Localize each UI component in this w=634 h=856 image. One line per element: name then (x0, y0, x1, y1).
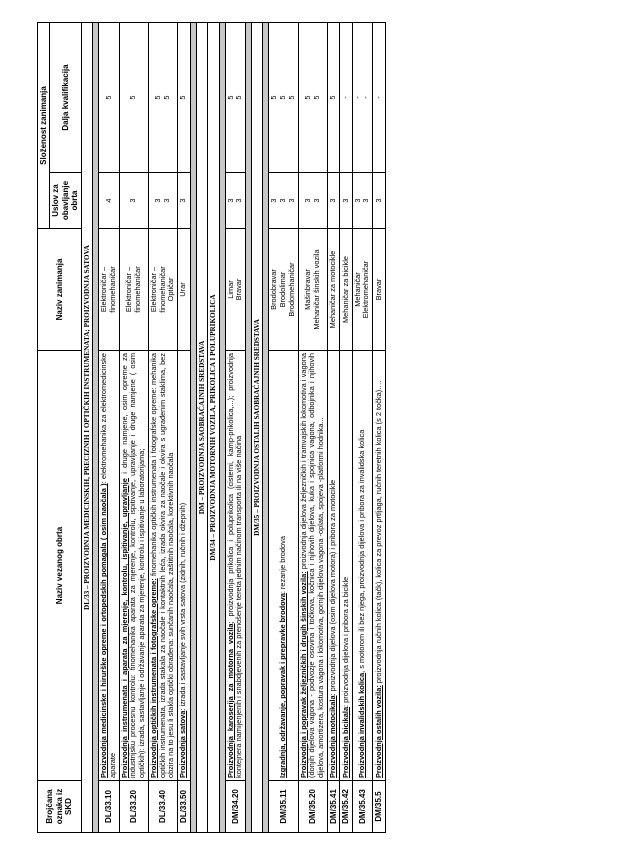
trade-description (178, 351, 190, 781)
occupation-name: Brodolimar (278, 271, 288, 308)
occupation-cell (298, 229, 327, 351)
trade-detail: proizvodnja ručnih kolica (tačk), kolica za prevoz prtljaga, ručnih teretnih kolica (s 2 točka)…. (373, 380, 383, 686)
condition-value: 4 (103, 198, 113, 203)
header-further: Dalja kvalifikacija (50, 23, 81, 173)
further-cell (119, 23, 148, 173)
occupation-cell (99, 229, 119, 351)
occupation-name: finomehaničar (157, 266, 167, 313)
condition-cell (327, 173, 339, 229)
condition-value: 3 (225, 198, 235, 203)
further-cell (327, 23, 339, 173)
occupation-name: Elektroničar – (124, 266, 134, 313)
trade-description (298, 351, 327, 781)
trade-name: Proizvodnja optičkih instrumenata i fotografske opreme: (148, 578, 158, 778)
condition-value: 3 (269, 198, 279, 203)
condition-value: 3 (162, 198, 171, 203)
condition-cell (178, 173, 190, 229)
trade-detail: : elektromehanika za elektromedicinske aparate (99, 353, 117, 778)
table-row (148, 23, 177, 833)
trade-code: DM/35.42 (340, 781, 352, 833)
occupation-cell (148, 229, 177, 351)
section-title: DL/33 – PROIZVODNJA MEDICINSKIH, PRECIZNIH I OPTIČKIH INSTRUMENATA; PROIZVODNJA SATOVA (81, 23, 92, 833)
table-row (269, 23, 298, 833)
table-row (298, 23, 327, 833)
trade-code: DM/35.43 (352, 781, 372, 833)
trade-code: DM/35.41 (327, 781, 339, 833)
further-value: 5 (225, 95, 235, 100)
further-value: 5 (153, 95, 163, 100)
occupation-name: Mehaničar za motocikle (328, 250, 338, 329)
trade-description (373, 351, 385, 781)
trade-name: Izgradnja, održavanje, popravak i prepravke brodova (278, 593, 288, 778)
section-row (208, 23, 219, 833)
further-value: 5 (278, 95, 288, 100)
condition-value: 3 (178, 198, 188, 203)
further-value: - (361, 96, 371, 99)
trade-code: DM/35.20 (298, 781, 327, 833)
trade-code: DL/33.40 (148, 781, 177, 833)
condition-value: 3 (311, 198, 321, 203)
occupation-name: Mehaničar (352, 272, 362, 307)
occupation-cell (269, 229, 298, 351)
table-row (225, 23, 245, 833)
further-cell (298, 23, 327, 173)
trade-name: Proizvodnja instrumenata i aparata za mjerenje, kontrolu, ispitivanje, upravljanje (119, 478, 129, 778)
further-cell (269, 23, 298, 173)
condition-value: 3 (278, 198, 288, 203)
occupation-cell (327, 229, 339, 351)
further-value: - (373, 96, 383, 99)
occupation-cell (119, 229, 148, 351)
section-title: DM/35 – PROIZVODNJA OSTALIH SAOBRAĆAJNIH SREDSTAVA (251, 23, 262, 833)
header-condition: Uslov za obavljanje obrta (50, 173, 81, 229)
trade-detail: ; proizvodnja prikolica i poluprikolica (cisterni, kamp-prikolica,...); proizvodnja kontejnera namijenjenih i snabdjevenih za prenošenje tereta jednim načinom transporta ili na više načina (225, 353, 244, 778)
header-trade: Naziv vezanog obrta (38, 351, 82, 781)
section-row (251, 23, 262, 833)
trade-code: DM/35.11 (269, 781, 298, 833)
section-title: DM – PROIZVODNJA SAOBRAĆAJNIH SREDSTAVA (196, 23, 207, 833)
occupation-name: Mehaničar šinskih vozila (311, 249, 321, 330)
further-value: 5 (286, 95, 296, 100)
trade-description (340, 351, 352, 781)
trade-description (352, 351, 372, 781)
occupation-name: Elektromehaničar (361, 260, 371, 319)
table-row (327, 23, 339, 833)
trade-detail: : izrada i sastavljanje svih vrsta satova (zidnih, ručnih i džepnih) (178, 502, 188, 711)
table-row (178, 23, 190, 833)
table-row (119, 23, 148, 833)
trade-name: Proizvodnja bicikala (340, 706, 350, 778)
trade-detail: i druge namjene, osim opreme za industrijsku procesnu kontrolu: finomehanika aparata za mjerenje, kontrolu, ispitivanje, upravljanje i druge namjene ( osim optičkih): izrada, sastavljanje i održavanje aparata za mjerenje, kontrolu i ispitivanje u laboratorijama; (119, 353, 147, 778)
section-title: DM/34 – PROIZVODNJA MOTORNIH VOZILA, PRIKOLICA I POLUPRIKOLICA (208, 23, 219, 833)
further-cell (99, 23, 119, 173)
condition-value: 3 (340, 198, 350, 203)
condition-value: 3 (352, 198, 362, 203)
occupation-name: Limar (225, 280, 235, 299)
condition-cell (298, 173, 327, 229)
trade-code: DM/35.5 (373, 781, 385, 833)
further-value: 5 (103, 95, 113, 100)
occupation-name: finomehaničar (132, 266, 142, 313)
occupation-name: Bravar (373, 278, 383, 301)
trade-name: Proizvodnja karoserija za motorna vozila (225, 623, 235, 778)
trade-detail: , s motorom ili bez njega, proizvodnja dijelova i pribora za invalidska kolica (357, 429, 367, 673)
trades-table (37, 22, 386, 833)
section-row (196, 23, 207, 833)
trade-detail: : proizvodnja dijelova i pribora za bicikle (340, 576, 350, 707)
further-cell (148, 23, 177, 173)
condition-value: 3 (153, 198, 163, 203)
trade-description (148, 351, 177, 781)
occupation-cell (225, 229, 245, 351)
condition-value: 3 (286, 198, 296, 203)
trade-description (269, 351, 298, 781)
occupation-cell (373, 229, 385, 351)
trade-description (119, 351, 148, 781)
occupation-name: Brodomehaničar (286, 262, 296, 317)
occupation-name: Optičar (166, 277, 176, 302)
rotated-page (37, 23, 597, 833)
further-value: 5 (303, 95, 313, 100)
occupation-name: Elektroničar – (99, 266, 109, 313)
trade-description (225, 351, 245, 781)
trade-name: Proizvodnja ostalih vozila: (373, 685, 383, 778)
condition-value: 3 (328, 198, 338, 203)
further-value: 5 (162, 95, 171, 100)
occupation-cell (178, 229, 190, 351)
trade-description (327, 351, 339, 781)
condition-value: 3 (128, 198, 138, 203)
table-row (352, 23, 372, 833)
condition-cell (119, 173, 148, 229)
condition-cell (352, 173, 372, 229)
further-value: 5 (269, 95, 279, 100)
trade-name: Proizvodnja medicinske i hirurške opreme i ortopedskih pomagala ( osim naočala ) (99, 483, 109, 778)
further-value: 5 (128, 95, 138, 100)
further-cell (340, 23, 352, 173)
further-value: - (352, 96, 362, 99)
condition-cell (148, 173, 177, 229)
further-cell (373, 23, 385, 173)
condition-cell (373, 173, 385, 229)
condition-cell (269, 173, 298, 229)
occupation-name: Mehaničar za bicikle (340, 256, 350, 323)
condition-cell (340, 173, 352, 229)
condition-value: 3 (234, 198, 244, 203)
header-occupation: Naziv zanimanja (38, 229, 82, 351)
trade-code: DL/33.20 (119, 781, 148, 833)
condition-cell (225, 173, 245, 229)
trade-name: Proizvodnja i popravak željezničkih i drugih šinskih vozila: (298, 571, 308, 778)
occupation-name: Elektroničar – (148, 266, 158, 313)
trade-code: DL/33.50 (178, 781, 190, 833)
occupation-name: Mašinbravar (303, 269, 313, 310)
table-row (373, 23, 385, 833)
occupation-name: Urar (178, 282, 188, 297)
trade-detail: : rezanje brodova (278, 536, 288, 594)
occupation-name: Bravar (234, 278, 244, 301)
table-body (81, 23, 385, 833)
header-code: Brojčana oznaka iz SKD (38, 781, 82, 833)
further-value: 5 (178, 95, 188, 100)
trade-detail: finomehanika optičkih instrumenata i fotografske opreme: mehanika optičkih instrumenata, izrada stakala za naočale i kontaktnih leća, izrada okvira za naočale i okvira s ugrađenim staklima, bez obzira na to jesu li stakla optički obrađena: sunčanih naočala, zaštitnih naočala, korektivnih naočala (148, 353, 176, 778)
further-value: 5 (328, 95, 338, 100)
condition-value: 3 (373, 198, 383, 203)
trade-name: Proizvodnja invalidskih kolica (357, 672, 367, 778)
trade-name: Proizvodnja motocikala (328, 695, 338, 778)
occupation-name: finomehaničar (107, 266, 117, 313)
further-value: 5 (311, 95, 321, 100)
condition-value: 3 (303, 198, 313, 203)
further-cell (178, 23, 190, 173)
occupation-cell (340, 229, 352, 351)
further-value: - (340, 96, 350, 99)
occupation-name: Brodobravar (269, 269, 279, 310)
further-cell (352, 23, 372, 173)
trade-detail: proizvodnja dijelova željezničkih i tramvajskih lokomotiva i vagona (donjih dijelova vagona - podvozje osovina i točkova, kočnica i njihovih dijelova, kuka i spojnica vagona, odbojnika i njihovih dijelova, amortizera, kostura vagona i lokomotiva, gornjih dijelova vagona -oplata, spojeva -platformi hodnika... (298, 353, 326, 778)
further-cell (225, 23, 245, 173)
trade-code: DL/33.10 (99, 781, 119, 833)
further-value: 5 (234, 95, 244, 100)
condition-cell (99, 173, 119, 229)
trade-name: Proizvodnja satova (178, 710, 188, 778)
section-row (81, 23, 92, 833)
trade-code: DM/34.20 (225, 781, 245, 833)
table-row (340, 23, 352, 833)
condition-value: 3 (361, 198, 371, 203)
occupation-cell (352, 229, 372, 351)
header-complexity: Složenost zanimanja (38, 23, 50, 229)
table-row (99, 23, 119, 833)
trade-description (99, 351, 119, 781)
trade-detail: : proizvodnja dijelova (osim dijelova motora) i pribora za motocikle (328, 479, 338, 696)
